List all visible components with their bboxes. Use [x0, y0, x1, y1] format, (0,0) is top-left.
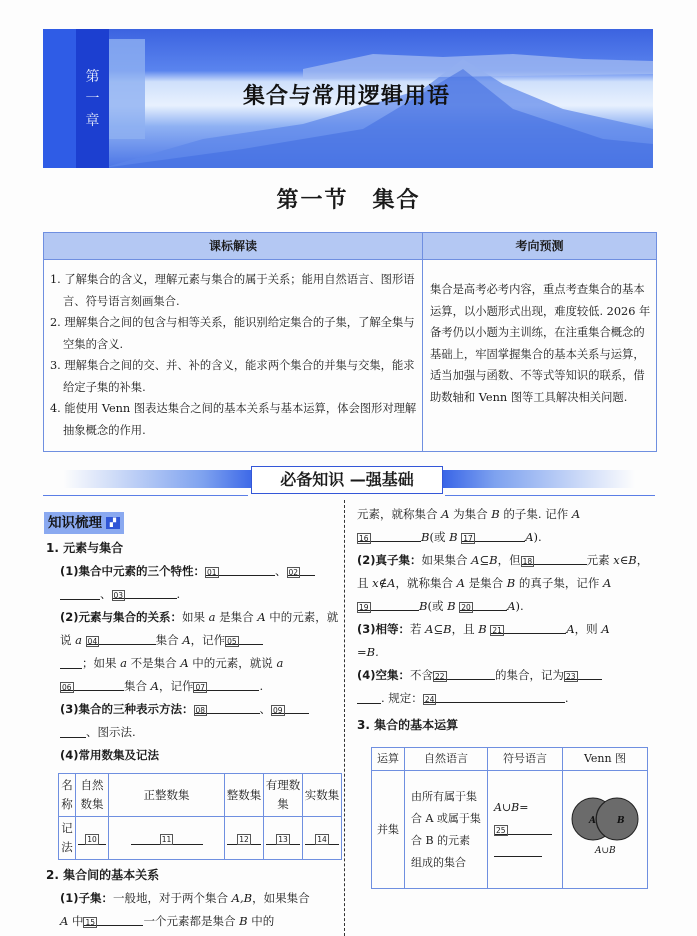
var: A	[180, 656, 189, 670]
blank-22[interactable]	[433, 666, 495, 680]
table-header: 运算	[372, 748, 405, 771]
text: ，且	[451, 622, 479, 636]
text: (或	[427, 599, 448, 613]
text: 的真子集，记作	[515, 576, 604, 590]
blank-number: 23	[566, 672, 576, 681]
table-divider	[422, 259, 423, 451]
blank-number: 15	[85, 918, 96, 927]
text: ，记作	[190, 633, 226, 647]
var: a	[120, 656, 128, 670]
blank-number: 06	[62, 683, 72, 692]
venn-diagram	[565, 791, 645, 861]
knowledge-banner	[43, 466, 655, 496]
blank-line	[60, 655, 82, 669]
label: (1)子集：	[60, 891, 114, 905]
blank-line	[60, 724, 86, 738]
text: 如果	[182, 610, 209, 624]
blank-number: 11	[161, 834, 172, 844]
var: B	[491, 507, 500, 521]
blank-number: 18	[522, 557, 533, 566]
knowledge-tag	[44, 512, 124, 534]
blank-number: 22	[435, 672, 445, 681]
label: (4)常用数集及记法	[60, 748, 160, 762]
blank-08[interactable]	[194, 700, 260, 714]
var: A	[571, 507, 581, 521]
table-cell	[109, 817, 225, 860]
blank-number: 19	[359, 603, 369, 612]
text: 中	[68, 914, 84, 928]
blank-number: 07	[195, 683, 206, 692]
blank-number: 01	[207, 568, 217, 577]
text: 中的元素，就说	[188, 656, 277, 670]
section-heading: 3. 集合的基本运算	[357, 718, 459, 732]
var: A	[566, 622, 575, 636]
paragraph: (3)集合的三种表示方法： 08 、 09 、图示法.	[46, 698, 342, 744]
table-cell	[225, 817, 264, 860]
label: (3)相等：	[357, 622, 411, 636]
var: =B.	[357, 645, 379, 659]
blank-02[interactable]	[287, 562, 315, 576]
blank-10[interactable]	[78, 831, 106, 845]
var: B	[478, 622, 487, 636]
var: A	[601, 622, 610, 636]
blank-number: 12	[239, 834, 249, 844]
chapter-title: 集合与常用逻辑用语	[243, 83, 451, 109]
blank-23[interactable]	[564, 666, 602, 680]
blank-number: 14	[317, 834, 327, 844]
blank-number: 25	[496, 825, 506, 835]
rule-right	[445, 495, 655, 496]
var: a	[75, 633, 83, 647]
var: A	[456, 576, 465, 590]
var: B	[449, 530, 458, 544]
text: 一般地，对于两个集合	[113, 891, 232, 905]
blank-15[interactable]	[83, 912, 143, 926]
rule-left	[43, 495, 248, 496]
venn-label-a: A	[589, 815, 596, 826]
text: 的集合，记为	[495, 668, 565, 682]
text: 中的	[247, 914, 275, 928]
blank-18[interactable]	[521, 551, 587, 565]
blank-24[interactable]	[423, 689, 565, 703]
var: A	[150, 679, 159, 693]
table-cell: 记法	[59, 817, 76, 860]
table-cell: 有理数集	[264, 774, 303, 817]
var: x∈B	[613, 553, 637, 567]
prediction-header: 考向预测	[423, 233, 656, 260]
paragraph	[357, 549, 653, 618]
table-row	[372, 748, 648, 771]
blank-line	[357, 690, 381, 704]
table-cell: 整数集	[225, 774, 264, 817]
label: (3)集合的三种表示方法：	[60, 702, 194, 716]
blank-11[interactable]	[131, 831, 203, 845]
var: B	[447, 599, 456, 613]
chapter-label	[76, 29, 109, 168]
var: a	[208, 610, 216, 624]
table-row	[372, 771, 648, 889]
tag-label: 知识梳理	[48, 515, 102, 531]
blank-05[interactable]	[225, 631, 263, 645]
text: 是集合	[464, 576, 507, 590]
text: ).	[515, 599, 524, 613]
blank-number: 20	[461, 603, 471, 612]
var: A⊆B	[471, 553, 498, 567]
text: ，记作	[158, 679, 194, 693]
table-cell	[264, 817, 303, 860]
var: x∉A	[372, 576, 396, 590]
table-header: Venn 图	[563, 748, 648, 771]
label: (4)空集：	[357, 668, 411, 682]
table-cell: 并集	[372, 771, 405, 889]
standard-item: 2. 理解集合之间的包含与相等关系，能识别给定集合的子集，了解全集与空集的含义.	[50, 316, 415, 351]
var: A	[60, 914, 69, 928]
table-cell: 由所有属于集合 A 或属于集合 B 的元素组成的集合	[405, 771, 488, 889]
paragraph	[357, 618, 653, 664]
section-heading: 2. 集合间的基本关系	[46, 868, 160, 882]
blank-20[interactable]	[459, 597, 507, 611]
blank-19[interactable]	[357, 597, 419, 611]
text: ，且	[357, 553, 649, 590]
number-sets-table	[58, 773, 342, 860]
section-heading: 1. 元素与集合	[46, 541, 124, 555]
blank-number: 24	[424, 695, 435, 704]
var: B	[421, 530, 430, 544]
paragraph	[46, 887, 342, 933]
table-cell	[303, 817, 342, 860]
text: 中的元素，就说	[60, 610, 339, 647]
paragraph	[357, 503, 653, 549]
table-cell: 实数集	[303, 774, 342, 817]
text: ，如果集合	[252, 891, 310, 905]
prediction-text: 集合是高考必考内容，重点考查集合的基本运算，以小题形式出现，难度较低. 2026 年备考仍以小题为主训练，在注重集合概念的基础上，牢固掌握集合的基本关系与运算，适当加强与函数、不等式等知识的联系，借助数轴和 Venn 图等工具解决相关问题.	[430, 283, 651, 404]
text: 不含	[410, 668, 434, 682]
text: 集合	[155, 633, 183, 647]
banner-band	[109, 39, 145, 139]
text: 是集合	[215, 610, 258, 624]
text: 元素	[586, 553, 614, 567]
table-cell	[488, 771, 563, 889]
table-row	[59, 774, 342, 817]
text: . 规定：	[381, 691, 423, 705]
banner-stripe-left	[63, 470, 263, 488]
var: A	[182, 633, 191, 647]
text: 不是集合	[127, 656, 181, 670]
text: 集合	[124, 679, 151, 693]
venn-label-b: B	[617, 815, 625, 826]
label: (1)集合中元素的三个特性：	[60, 564, 206, 578]
table-cell: 名称	[59, 774, 76, 817]
blank-12[interactable]	[227, 831, 261, 845]
table-header: 符号语言	[488, 748, 563, 771]
blank-17[interactable]	[461, 528, 525, 542]
left-column	[46, 537, 342, 933]
text: ).	[533, 530, 542, 544]
text: 为集合	[449, 507, 492, 521]
var: A	[507, 599, 516, 613]
var: A	[525, 530, 534, 544]
blank-number: 17	[463, 534, 473, 543]
blank-line	[494, 843, 542, 857]
var: A	[441, 507, 450, 521]
text: (或	[429, 530, 450, 544]
paragraph: (2)元素与集合的关系：如果 a 是集合 A 中的元素，就说 a 04 集合 A，记作 05 ；如果 a 不是集合 A 中的元素，就说 a 06 集合 A，记作 07 .	[60, 610, 339, 693]
blank-14[interactable]	[305, 831, 339, 845]
text: 元素，就称集合	[357, 507, 442, 521]
blank-21[interactable]	[490, 620, 566, 634]
label: (2)元素与集合的关系：	[60, 610, 183, 624]
blank-01[interactable]	[205, 562, 275, 576]
column-divider	[344, 500, 345, 936]
var: A	[257, 610, 266, 624]
blank-07[interactable]	[193, 677, 259, 691]
var: B	[506, 576, 516, 590]
blank-number: 16	[359, 534, 369, 543]
blank-number: 09	[273, 706, 283, 715]
standard-item: 3. 理解集合之间的交、并、补的含义，能求两个集合的并集与交集，能求给定子集的补集.	[50, 359, 415, 394]
banner-stripe-right	[435, 470, 635, 488]
paragraph	[46, 744, 342, 767]
text: ，但	[497, 553, 521, 567]
blank-number: 05	[227, 637, 237, 646]
var: A	[603, 576, 612, 590]
standard-item: 4. 能使用 Venn 图表达集合之间的基本关系与基本运算，体会图形对理解抽象概念的作用.	[50, 402, 417, 437]
blank-06[interactable]	[60, 677, 124, 691]
right-column	[357, 500, 653, 889]
text: 如果集合	[421, 553, 472, 567]
var: B	[419, 599, 428, 613]
text: 、图示法.	[86, 725, 136, 739]
table-cell: 正整数集	[109, 774, 225, 817]
chapter-char: 章	[85, 112, 100, 129]
venn-caption: A∪B	[595, 845, 616, 856]
text: ，则	[574, 622, 602, 636]
blank-13[interactable]	[266, 831, 300, 845]
blank-number: 02	[288, 568, 299, 577]
standards-list	[50, 269, 418, 441]
blank-03[interactable]	[112, 585, 177, 599]
standard-item: 1. 了解集合的含义，理解元素与集合的属于关系；能用自然语言、图形语言、符号语言刻画集合.	[50, 273, 415, 308]
blank-number: 10	[87, 834, 97, 844]
blank-16[interactable]	[357, 528, 421, 542]
standards-header: 课标解读	[44, 233, 423, 260]
blank-09[interactable]	[271, 700, 309, 714]
text: 若	[410, 622, 426, 636]
blank-number: 08	[195, 706, 206, 715]
text: 一个元素都是集合	[143, 914, 240, 928]
chapter-banner	[43, 29, 653, 168]
blank-number: 03	[113, 591, 124, 600]
paragraph: (1)集合中元素的三个特性： 01 、 02 、 03 .	[46, 560, 342, 606]
table-row	[59, 817, 342, 860]
blank-number: 04	[87, 637, 98, 646]
knowledge-title: 必备知识 —强基础	[251, 466, 443, 494]
label: (2)真子集：	[357, 553, 422, 567]
operations-table	[371, 747, 648, 889]
blank-number: 13	[278, 834, 288, 844]
venn-cell	[563, 771, 648, 889]
book-icon: ▞	[106, 517, 120, 529]
blank-25[interactable]	[494, 821, 552, 835]
paragraph: (4)空集：不含 22 的集合，记为 23 . 规定： 24 .	[357, 664, 653, 710]
var: B	[239, 914, 248, 928]
text: ；如果	[82, 656, 121, 670]
chapter-char: 第	[85, 68, 100, 85]
chapter-char: 一	[85, 90, 100, 107]
var: a	[276, 656, 284, 670]
section-title: 第一节 集合	[276, 187, 421, 213]
union-formula: A∪B=	[494, 800, 529, 814]
table-cell	[76, 817, 109, 860]
table-cell: 自然数集	[76, 774, 109, 817]
blank-line	[60, 586, 100, 600]
text: 的子集. 记作	[499, 507, 572, 521]
blank-04[interactable]	[86, 631, 156, 645]
text: ，就称集合	[395, 576, 457, 590]
var: A,B	[231, 891, 253, 905]
var: A⊆B	[425, 622, 452, 636]
standards-table	[43, 232, 657, 452]
blank-number: 21	[492, 626, 502, 635]
table-header: 自然语言	[405, 748, 488, 771]
